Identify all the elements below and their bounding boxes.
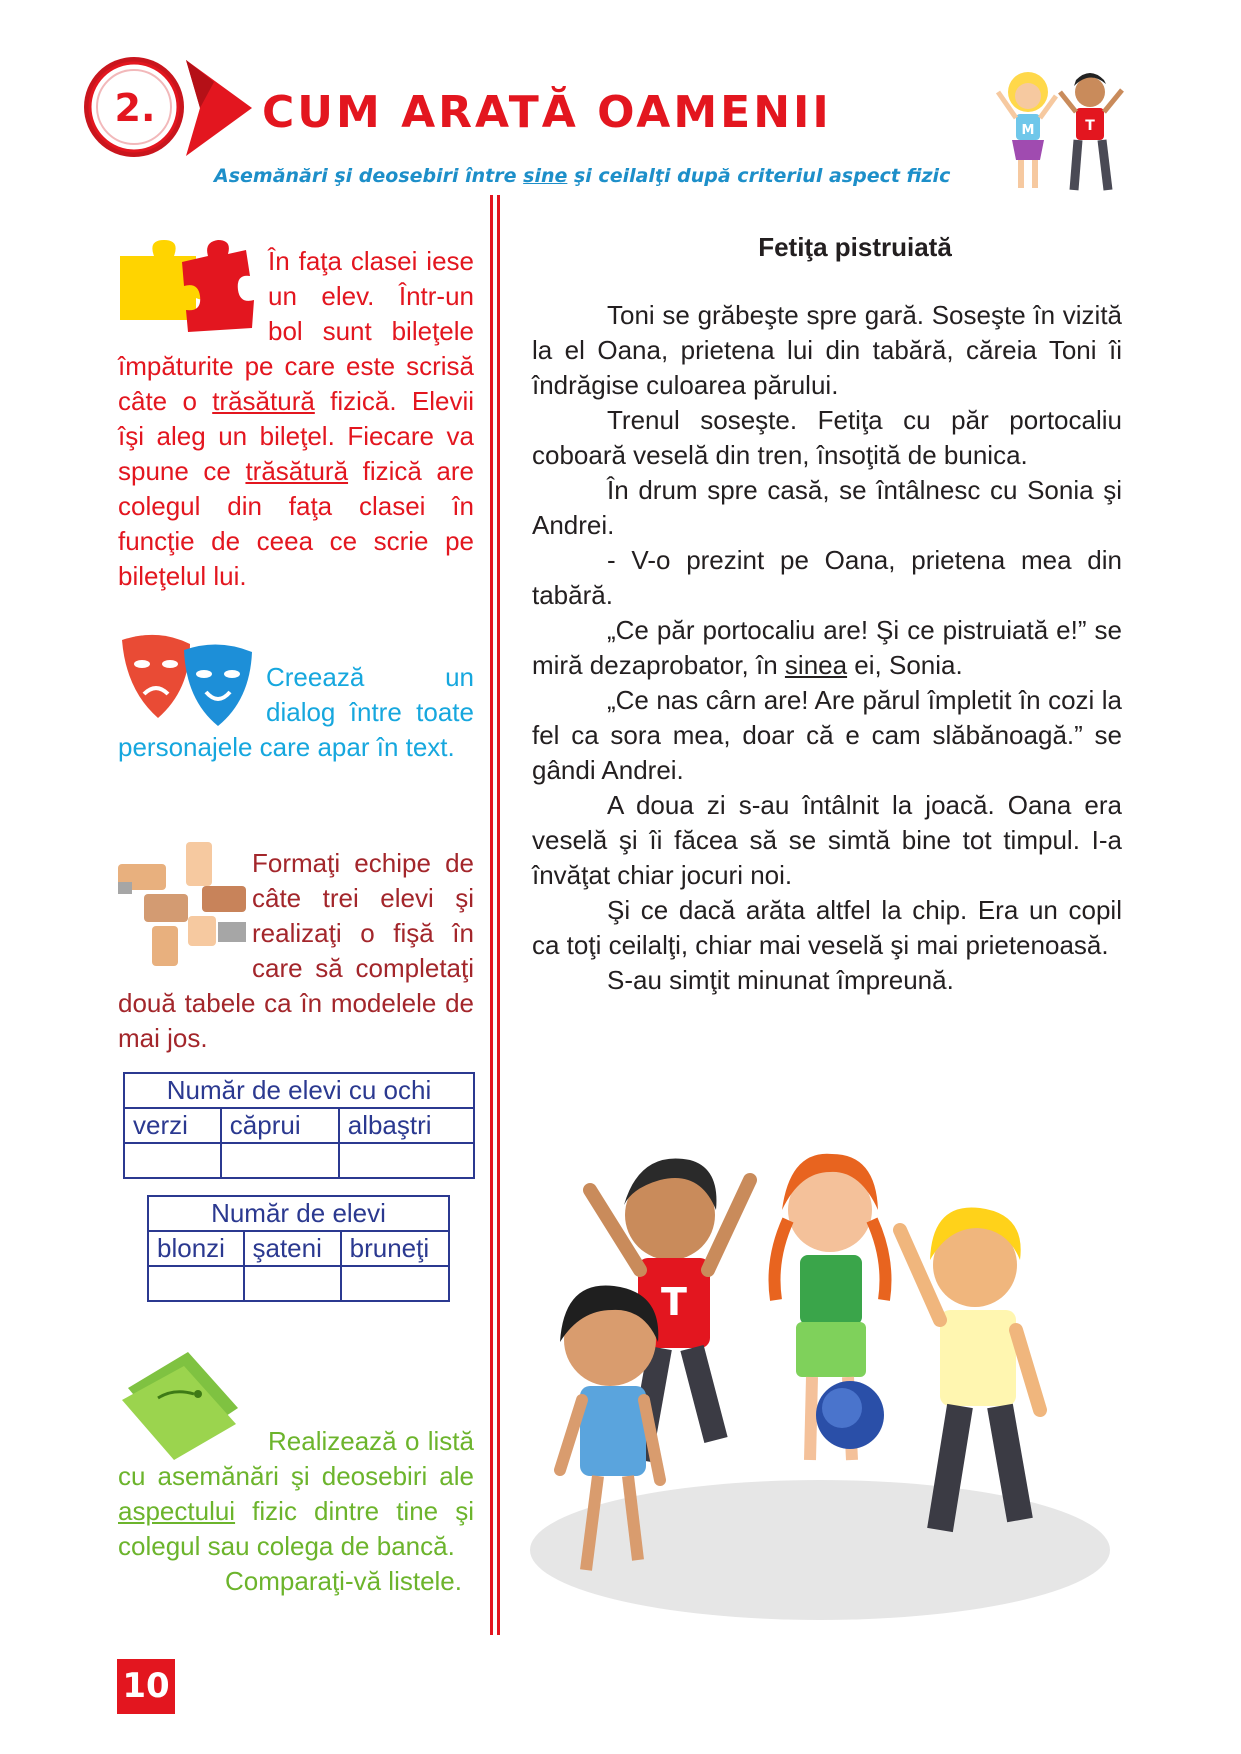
activity-hands xyxy=(118,846,474,1056)
eye-table-header: Număr de elevi cu ochi xyxy=(124,1073,474,1108)
children-playing-illustration xyxy=(520,1110,1120,1630)
arrow-icon xyxy=(184,58,254,158)
hair-col-brunette: bruneţi xyxy=(341,1231,449,1266)
story-paragraph: În drum spre casă, se întâlnesc cu Sonia şi Andrei. xyxy=(532,475,1122,540)
story-paragraph: „Ce nas cârn are! Are părul împletit în cozi la fel ca sora mea, doar că e cam slăbănoagă.” se gândi Andrei. xyxy=(532,685,1122,785)
hair-cell-chestnut[interactable] xyxy=(244,1266,341,1301)
boy-shirt-letter: T xyxy=(1085,118,1095,134)
puzzle-text-3: fizică are colegul din faţa clasei în funcţie de ceea ce scrie pe bileţelul lui. xyxy=(118,456,474,591)
eye-cell-brown[interactable] xyxy=(221,1143,339,1178)
story-p5-end: ei, Sonia. xyxy=(847,650,963,680)
story-paragraph: Şi ce dacă arăta altfel la chip. Era un copil ca toţi ceilalţi, chiar mai veselă şi mai prietenoasă. xyxy=(532,895,1122,960)
folder-text-2: fizic dintre tine şi colegul sau colega de bancă. xyxy=(118,1496,474,1561)
eye-col-green: verzi xyxy=(124,1108,221,1143)
puzzle-underlined-2: trăsătură xyxy=(245,456,349,486)
subtitle-text: Asemănări şi deosebiri între xyxy=(214,165,524,187)
eye-col-blue: albaştri xyxy=(339,1108,474,1143)
subtitle-text-end: şi ceilalţi după criteriul aspect fizic xyxy=(567,165,951,187)
masks-text: Creează un dialog între toate personajele care apar în text. xyxy=(118,662,474,762)
story-text xyxy=(532,298,1122,998)
page-subtitle xyxy=(214,163,950,189)
folder-underlined: aspectului xyxy=(118,1496,236,1526)
hair-col-chestnut: şateni xyxy=(244,1231,341,1266)
girl-shirt-letter: M xyxy=(1021,123,1035,138)
story-paragraph: A doua zi s-au întâlnit la joacă. Oana era veselă şi îi făcea să se simtă bine tot timpul. I-a învăţat chiar jocuri noi. xyxy=(532,790,1122,890)
puzzle-icon xyxy=(118,236,258,336)
page-number: 10 xyxy=(122,1666,170,1706)
lesson-number: 2. xyxy=(114,86,156,130)
story-paragraph xyxy=(532,613,1122,683)
eye-cell-blue[interactable] xyxy=(339,1143,474,1178)
story-title: Fetiţa pistruiată xyxy=(758,232,952,262)
story-paragraph: Trenul soseşte. Fetiţa cu păr portocaliu coboară veselă din tren, însoţită de bunica. xyxy=(532,405,1122,470)
header-kids-illustration xyxy=(990,62,1130,202)
hair-col-blond: blonzi xyxy=(148,1231,244,1266)
eye-col-brown: căprui xyxy=(221,1108,339,1143)
puzzle-text: În faţa clasei iese un elev. Într-un bol sunt bileţele împăturite pe care este scrisă câte o xyxy=(118,246,474,416)
activity-puzzle xyxy=(118,244,474,594)
eye-cell-green[interactable] xyxy=(124,1143,221,1178)
teamwork-hands-icon xyxy=(118,842,246,967)
hair-table-header: Număr de elevi xyxy=(148,1196,449,1231)
story-p5-underlined: sinea xyxy=(784,650,848,680)
story-paragraph: Toni se grăbeşte spre gară. Soseşte în vizită la el Oana, prietena lui din tabără, căreia Toni îi îndrăgise culoarea părului. xyxy=(532,300,1122,400)
eye-color-table xyxy=(123,1072,475,1179)
story-p5-text: „Ce păr portocaliu are! Şi ce pistruiată e!” se miră dezaprobator, în xyxy=(532,615,1122,680)
folder-compare-line: Comparaţi-vă listele. xyxy=(225,1566,462,1596)
puzzle-underlined-1: trăsătură xyxy=(212,386,315,416)
activity-masks xyxy=(118,660,474,765)
story-paragraph: - V-o prezint pe Oana, prietena mea din tabără. xyxy=(532,545,1122,610)
story-paragraph: S-au simţit minunat împreună. xyxy=(607,965,954,995)
hands-text: Formaţi echipe de câte trei elevi şi realizaţi o fişă în care să completaţi două tabele ca în modelele de mai jos. xyxy=(118,848,474,1053)
column-divider xyxy=(490,195,502,1635)
hair-color-table xyxy=(147,1195,450,1302)
hair-cell-blond[interactable] xyxy=(148,1266,244,1301)
theater-masks-icon xyxy=(118,630,258,730)
hair-cell-brunette[interactable] xyxy=(341,1266,449,1301)
subtitle-underlined: sine xyxy=(523,165,568,187)
puzzle-text-2: fizică. Elevii îşi aleg un bileţel. Fiecare va spune ce xyxy=(118,386,474,486)
boy-shirt-t: T xyxy=(661,1280,687,1324)
page-title: CUM ARATĂ OAMENII xyxy=(262,87,832,138)
folder-text: Realizează o listă cu asemănări şi deosebiri ale xyxy=(118,1426,474,1491)
activity-folder xyxy=(118,1424,474,1599)
